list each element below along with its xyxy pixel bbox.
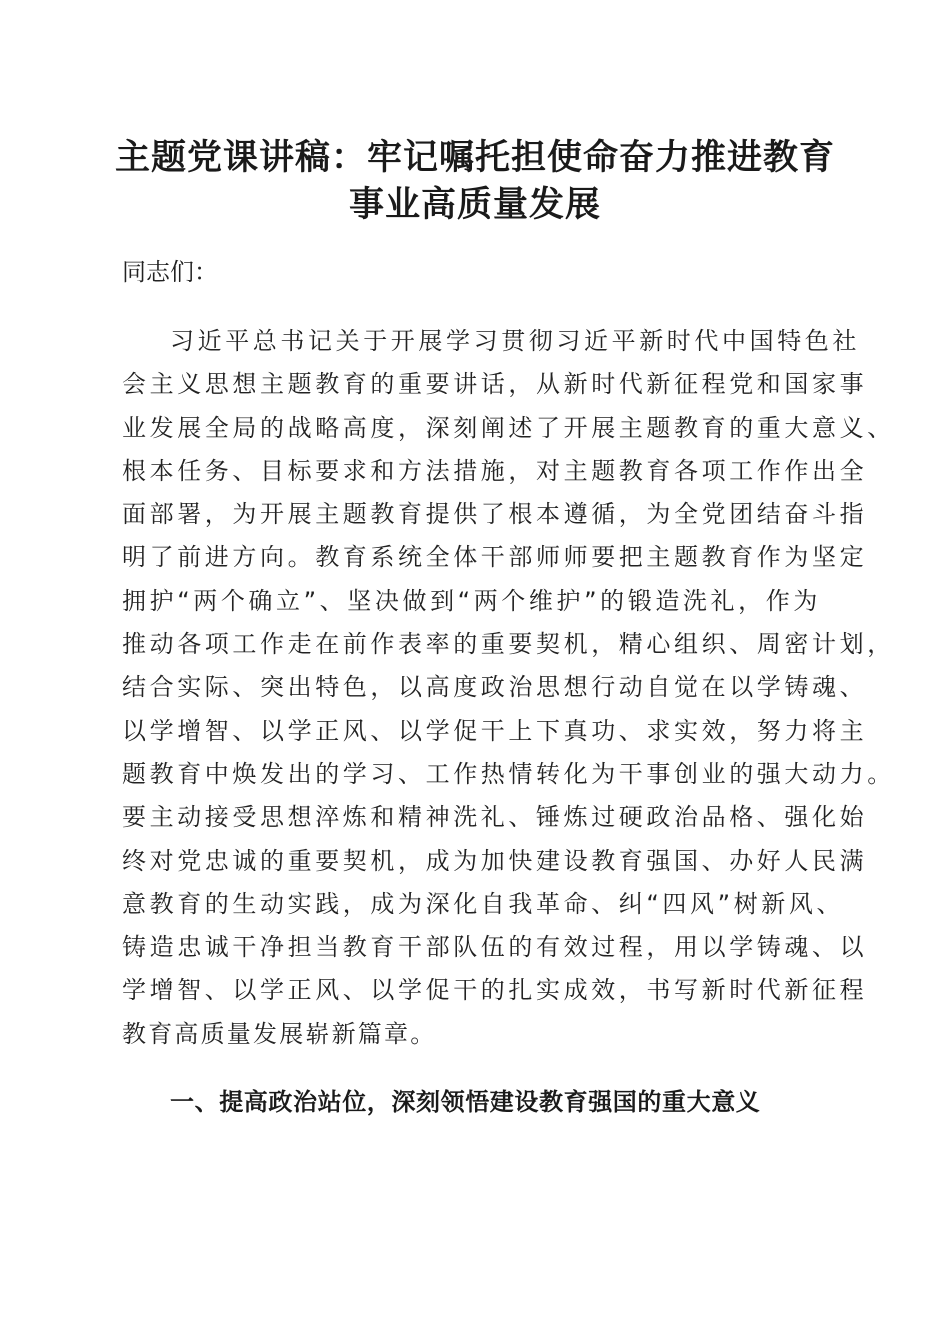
paragraph-line: 铸造忠诚干净担当教育干部队伍的有效过程，用以学铸魂、以: [122, 933, 868, 962]
paragraph-line: 要主动接受思想淬炼和精神洗礼、锤炼过硬政治品格、强化始: [122, 803, 868, 832]
paragraph-line: 会主义思想主题教育的重要讲话，从新时代新征程党和国家事: [122, 370, 868, 399]
paragraph-line: 明了前进方向。教育系统全体干部师师要把主题教育作为坚定: [122, 543, 868, 572]
paragraph-line: 题教育中焕发出的学习、工作热情转化为干事创业的强大动力。: [122, 759, 895, 788]
paragraph-line: 结合实际、突出特色，以高度政治思想行动自觉在以学铸魂、: [122, 673, 868, 702]
paragraph-line: 根本任务、目标要求和方法措施，对主题教育各项工作作出全: [122, 456, 868, 485]
paragraph-line: 以学增智、以学正风、以学促干上下真功、求实效，努力将主: [122, 716, 868, 745]
paragraph-line: 习近平总书记关于开展学习贯彻习近平新时代中国特色社: [170, 327, 860, 355]
paragraph-line: 意教育的生动实践，成为深化自我革命、纠“四风”树新风、: [122, 889, 845, 918]
salutation: 同志们：: [122, 258, 218, 286]
paragraph-line: 推动各项工作走在前作表率的重要契机，精心组织、周密计划，: [122, 630, 895, 659]
paragraph-line: 拥护“两个确立”、坚决做到“两个维护”的锻造洗礼，作为: [122, 586, 821, 615]
body-paragraph: [122, 320, 895, 1056]
document-title: [100, 134, 850, 228]
paragraph-line: 面部署，为开展主题教育提供了根本遵循，为全党团结奋斗指: [122, 500, 868, 529]
paragraph-line: 终对党忠诚的重要契机，成为加快建设教育强国、办好人民满: [122, 846, 868, 875]
paragraph-line: 教育高质量发展崭新篇章。: [122, 1019, 437, 1048]
section-heading: 一、提高政治站位，深刻领悟建设教育强国的重大意义: [170, 1088, 761, 1116]
paragraph-line: 业发展全局的战略高度，深刻阐述了开展主题教育的重大意义、: [122, 413, 895, 442]
paragraph-line: 学增智、以学正风、以学促干的扎实成效，书写新时代新征程: [122, 976, 868, 1005]
title-line: 事业高质量发展: [348, 184, 601, 225]
title-line: 主题党课讲稿：牢记嘱托担使命奋力推进教育: [114, 137, 835, 178]
